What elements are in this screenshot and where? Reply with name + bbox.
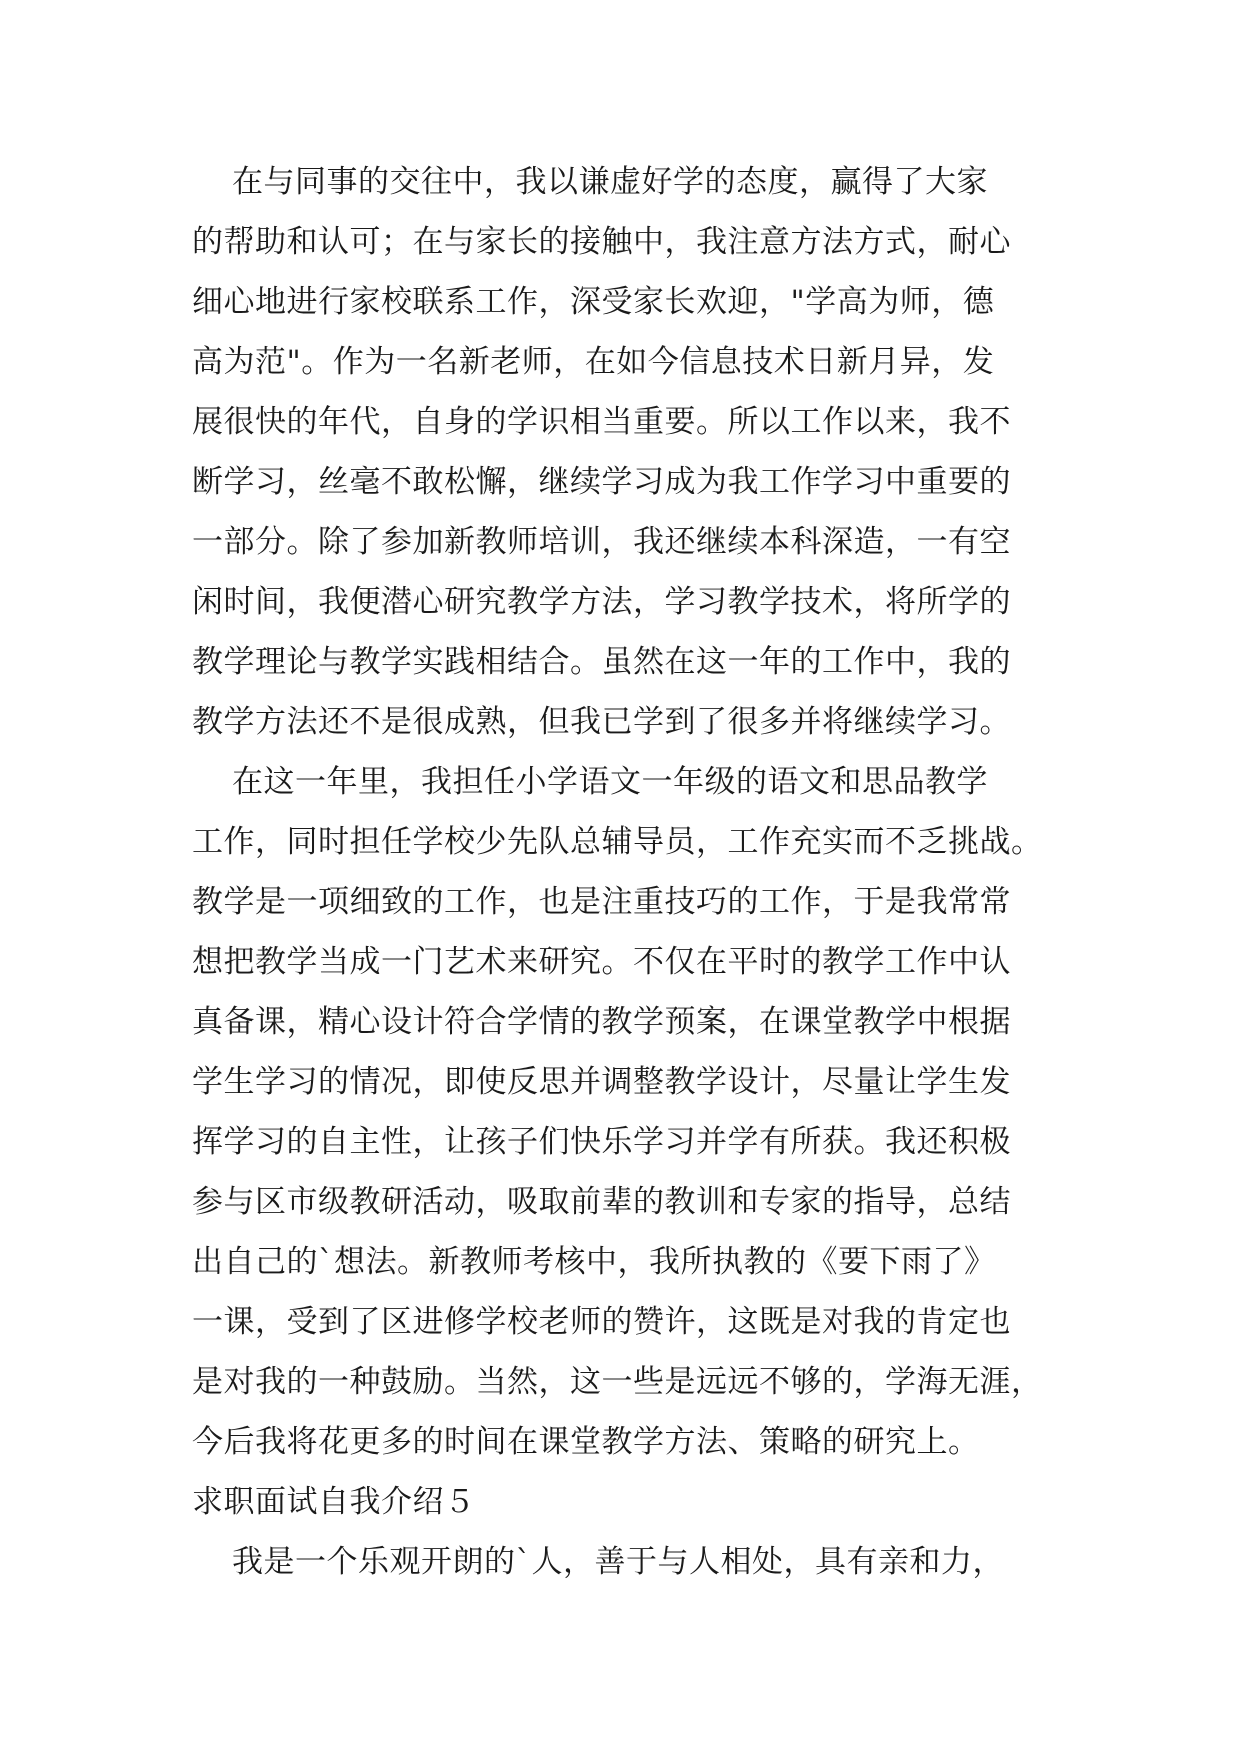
paragraph-2-line-5: 真备课，精心设计符合学情的教学预案，在课堂教学中根据: [192, 1004, 1011, 1040]
paragraph-2-line-10: 一课，受到了区进修学校老师的赞许，这既是对我的肯定也: [192, 1304, 1011, 1340]
section-heading: 求职面试自我介绍５: [192, 1484, 476, 1520]
paragraph-1-line-5: 展很快的年代，自身的学识相当重要。所以工作以来，我不: [192, 404, 1011, 440]
paragraph-1-line-6: 断学习，丝毫不敢松懈，继续学习成为我工作学习中重要的: [192, 464, 1011, 500]
paragraph-3-line-1: 我是一个乐观开朗的`人，善于与人相处，具有亲和力，: [232, 1544, 1004, 1580]
paragraph-2-line-4: 想把教学当成一门艺术来研究。不仅在平时的教学工作中认: [192, 944, 1011, 980]
paragraph-2-line-8: 参与区市级教研活动，吸取前辈的教训和专家的指导，总结: [192, 1184, 1011, 1220]
paragraph-1-line-7: 一部分。除了参加新教师培训，我还继续本科深造，一有空: [192, 524, 1011, 560]
paragraph-2-line-6: 学生学习的情况，即使反思并调整教学设计，尽量让学生发: [192, 1064, 1011, 1100]
paragraph-2-line-11: 是对我的一种鼓励。当然，这一些是远远不够的，学海无涯，: [192, 1364, 1043, 1400]
paragraph-1-line-3: 细心地进行家校联系工作，深受家长欢迎，"学高为师，德: [192, 284, 995, 320]
paragraph-2-line-7: 挥学习的自主性，让孩子们快乐学习并学有所获。我还积极: [192, 1124, 1011, 1160]
paragraph-2-line-12: 今后我将花更多的时间在课堂教学方法、策略的研究上。: [192, 1424, 980, 1460]
paragraph-2-line-1: 在这一年里，我担任小学语文一年级的语文和思品教学: [232, 764, 988, 800]
paragraph-1-line-1: 在与同事的交往中，我以谦虚好学的态度，赢得了大家: [232, 164, 988, 200]
paragraph-1-line-10: 教学方法还不是很成熟，但我已学到了很多并将继续学习。: [192, 704, 1011, 740]
paragraph-1-line-4: 高为范"。作为一名新老师，在如今信息技术日新月异，发: [192, 344, 995, 380]
paragraph-1-line-8: 闲时间，我便潜心研究教学方法，学习教学技术，将所学的: [192, 584, 1011, 620]
paragraph-2-line-2: 工作，同时担任学校少先队总辅导员，工作充实而不乏挑战。: [192, 824, 1043, 860]
paragraph-1-line-9: 教学理论与教学实践相结合。虽然在这一年的工作中，我的: [192, 644, 1011, 680]
paragraph-1-line-2: 的帮助和认可；在与家长的接触中，我注意方法方式，耐心: [192, 224, 1011, 260]
paragraph-2-line-3: 教学是一项细致的工作，也是注重技巧的工作，于是我常常: [192, 884, 1011, 920]
paragraph-2-line-9: 出自己的`想法。新教师考核中，我所执教的《要下雨了》: [192, 1244, 996, 1280]
